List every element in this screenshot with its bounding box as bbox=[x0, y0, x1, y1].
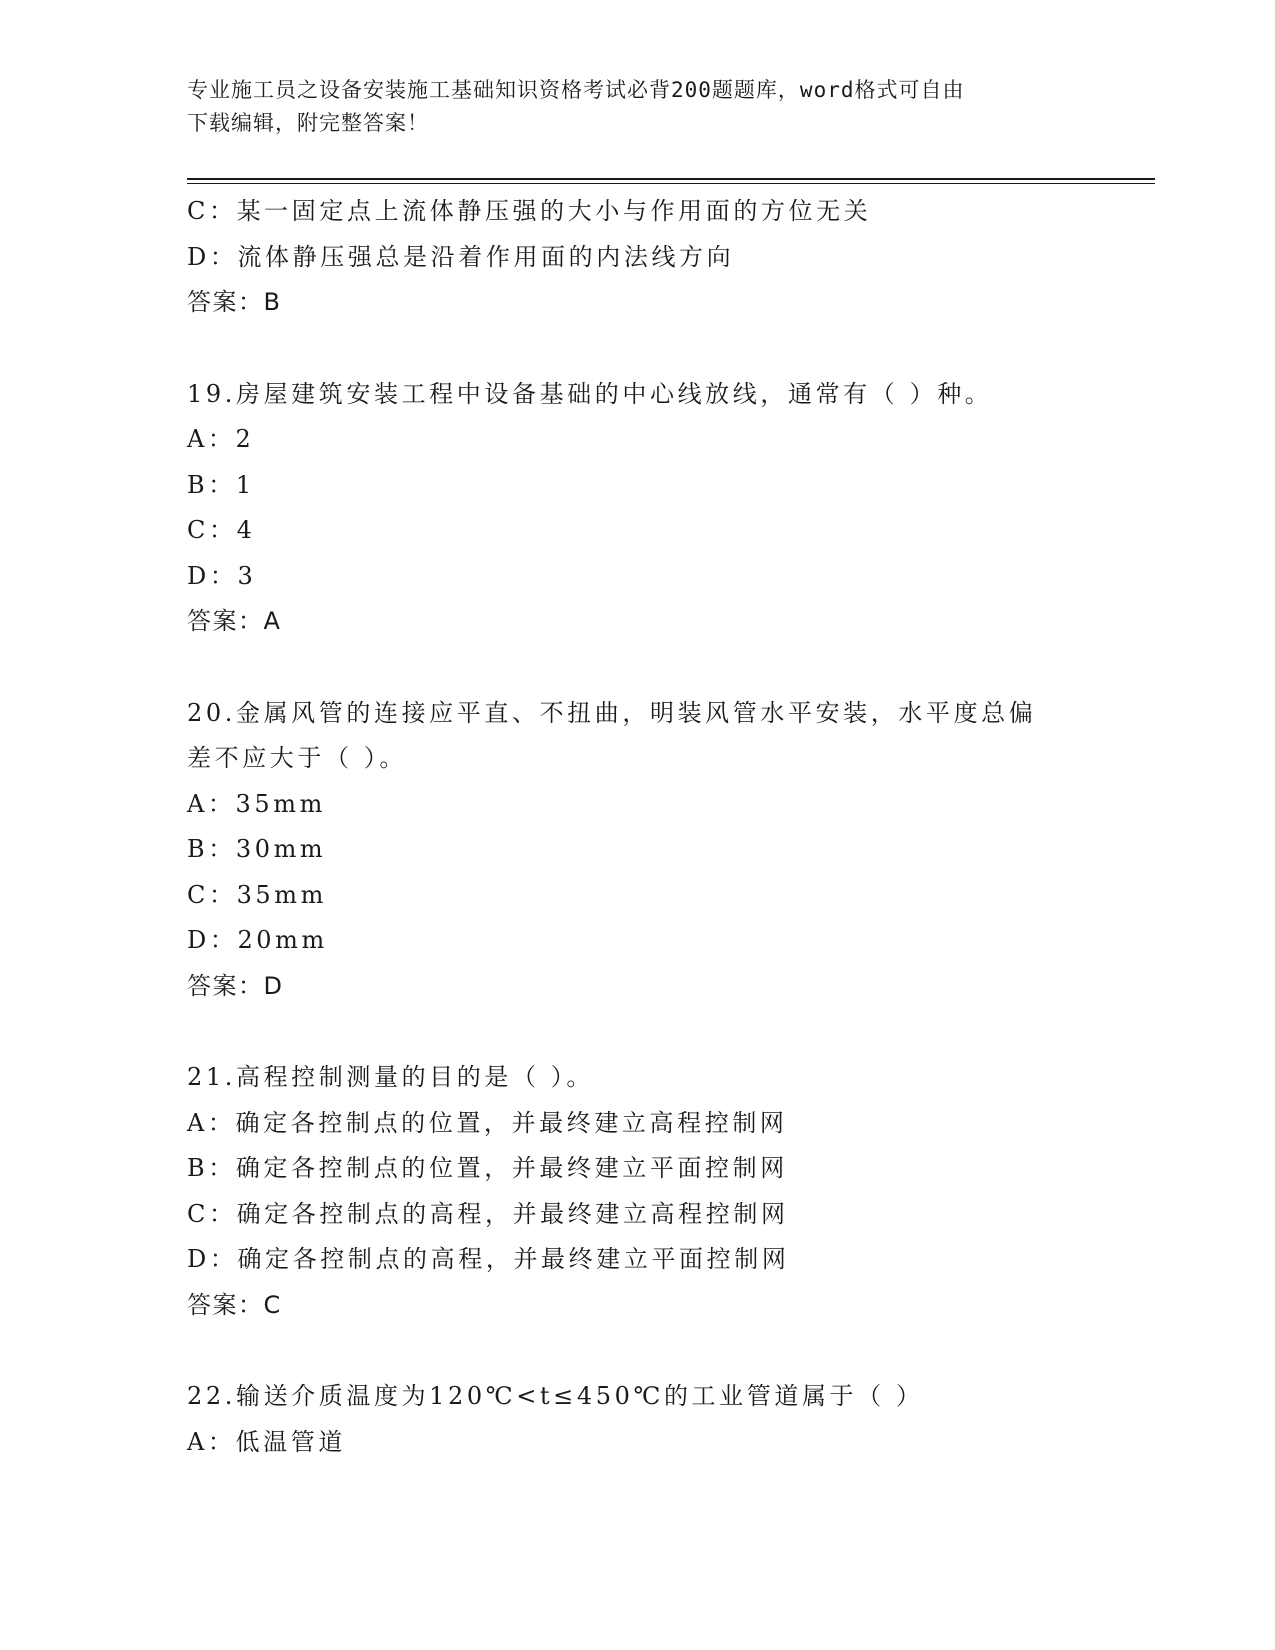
q20-option-d: D：20mm bbox=[187, 926, 328, 954]
q19-stem: 19.房屋建筑安装工程中设备基础的中心线放线，通常有（ ）种。 bbox=[187, 379, 993, 408]
document-header bbox=[187, 74, 1067, 140]
header-title-line-2: 下载编辑，附完整答案！ bbox=[187, 111, 429, 135]
header-divider-thin bbox=[187, 183, 1155, 184]
q22-stem: 22.输送介质温度为120℃<t≤450℃的工业管道属于（ ） bbox=[187, 1382, 924, 1410]
question-content bbox=[187, 189, 1155, 1465]
q19-option-b: B：1 bbox=[187, 470, 255, 499]
spacer bbox=[187, 645, 1155, 691]
q19-option-d: D：3 bbox=[187, 561, 257, 590]
q21-option-d: D：确定各控制点的高程，并最终建立平面控制网 bbox=[187, 1245, 790, 1273]
spacer bbox=[187, 1009, 1155, 1055]
q20-stem-line-2: 差不应大于（ ）。 bbox=[187, 744, 408, 772]
q21-option-b: B：确定各控制点的位置，并最终建立平面控制网 bbox=[187, 1154, 788, 1182]
q20-option-c: C：35mm bbox=[187, 880, 328, 909]
q21-answer: 答案：C bbox=[187, 1290, 282, 1319]
spacer bbox=[187, 1328, 1155, 1374]
header-title-line-1: 专业施工员之设备安装施工基础知识资格考试必背200题题库，word格式可自由 bbox=[187, 78, 965, 102]
q20-stem-line-1: 20.金属风管的连接应平直、不扭曲，明装风管水平安装，水平度总偏 bbox=[187, 698, 1037, 727]
q20-option-a: A：35mm bbox=[187, 789, 326, 818]
q19-answer: 答案：A bbox=[187, 607, 282, 635]
q20-option-b: B：30mm bbox=[187, 835, 327, 863]
q18-answer: 答案：B bbox=[187, 288, 282, 316]
q22-option-a: A：低温管道 bbox=[187, 1427, 346, 1456]
header-divider-thick bbox=[187, 178, 1155, 180]
q19-option-a: A：2 bbox=[187, 425, 255, 453]
q18-option-d: D：流体静压强总是沿着作用面的内法线方向 bbox=[187, 242, 735, 271]
spacer bbox=[187, 326, 1155, 372]
q21-stem: 21.高程控制测量的目的是（ ）。 bbox=[187, 1063, 594, 1091]
q20-answer: 答案：D bbox=[187, 971, 284, 1000]
q21-option-a: A：确定各控制点的位置，并最终建立高程控制网 bbox=[187, 1108, 788, 1137]
q19-option-c: C：4 bbox=[187, 516, 256, 544]
q18-option-c: C：某一固定点上流体静压强的大小与作用面的方位无关 bbox=[187, 197, 872, 225]
q21-option-c: C：确定各控制点的高程，并最终建立高程控制网 bbox=[187, 1199, 789, 1228]
